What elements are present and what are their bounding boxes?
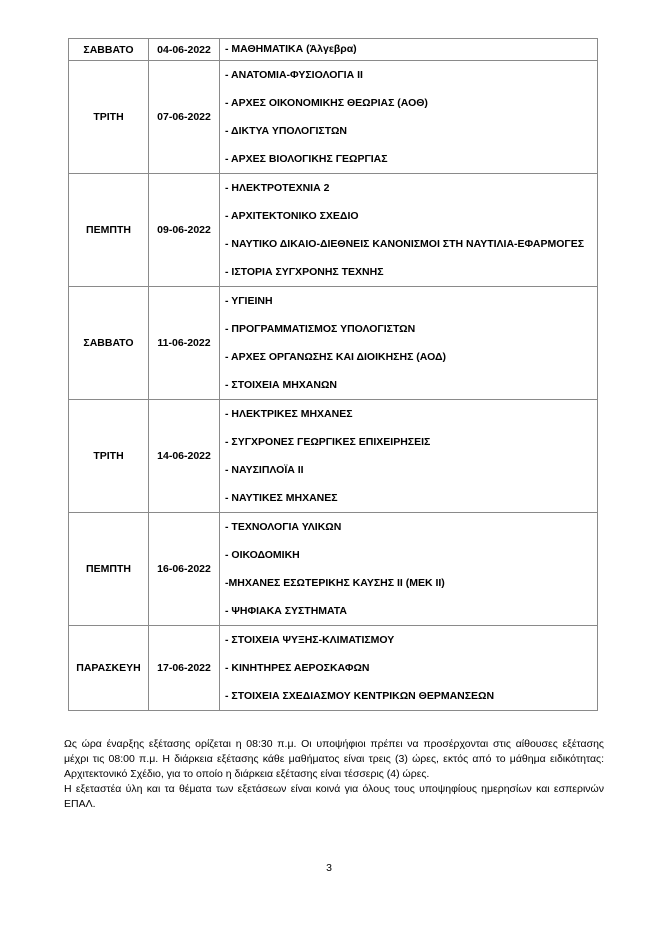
schedule-row [69, 174, 598, 287]
exam-schedule-table [68, 38, 598, 711]
exam-subject: - ΥΓΙΕΙΝΗ [225, 294, 273, 307]
exam-date: 17-06-2022 [149, 626, 220, 711]
page-number: 3 [326, 862, 332, 874]
exam-subject: - ΤΕΧΝΟΛΟΓΙΑ ΥΛΙΚΩΝ [225, 520, 342, 533]
exam-day: ΠΑΡΑΣΚΕΥΗ [69, 626, 149, 711]
exam-subject: - ΟΙΚΟΔΟΜΙΚΗ [225, 548, 300, 561]
schedule-row [69, 626, 598, 711]
exam-date: 14-06-2022 [149, 400, 220, 513]
exam-subject: - ΨΗΦΙΑΚΑ ΣΥΣΤΗΜΑΤΑ [225, 604, 347, 617]
exam-subject: - ΙΣΤΟΡΙΑ ΣΥΓΧΡΟΝΗΣ ΤΕΧΝΗΣ [225, 265, 384, 278]
exam-subject: - ΝΑΥΣΙΠΛΟΪΑ ΙΙ [225, 463, 304, 476]
exam-date: 11-06-2022 [149, 287, 220, 400]
exam-subjects [220, 400, 598, 513]
notes-paragraph-2: Η εξεταστέα ύλη και τα θέματα των εξετάσεων είναι κοινά για όλους τους υποψηφίους ημερησίων και εσπερινών ΕΠΑΛ. [64, 783, 604, 810]
exam-subjects [220, 626, 598, 711]
exam-subject: - ΠΡΟΓΡΑΜΜΑΤΙΣΜΟΣ ΥΠΟΛΟΓΙΣΤΩΝ [225, 322, 416, 335]
schedule-row [69, 61, 598, 174]
exam-schedule-body [69, 39, 598, 711]
schedule-row [69, 400, 598, 513]
exam-day: ΤΡΙΤΗ [69, 400, 149, 513]
exam-subject: - ΣΥΓΧΡΟΝΕΣ ΓΕΩΡΓΙΚΕΣ ΕΠΙΧΕΙΡΗΣΕΙΣ [225, 435, 431, 448]
schedule-row [69, 287, 598, 400]
exam-subject: - ΣΤΟΙΧΕΙΑ ΣΧΕΔΙΑΣΜΟΥ ΚΕΝΤΡΙΚΩΝ ΘΕΡΜΑΝΣΕΩΝ [225, 689, 495, 702]
exam-subject: - ΣΤΟΙΧΕΙΑ ΨΥΞΗΣ-ΚΛΙΜΑΤΙΣΜΟΥ [225, 633, 395, 646]
notes-paragraph-1: Ως ώρα έναρξης εξέτασης ορίζεται η 08:30 π.μ. Οι υποψήφιοι πρέπει να προσέρχονται στις αίθουσες εξέτασης μέχρι τις 08:00 π.μ. Η διάρκεια εξέτασης κάθε μαθήματος είναι τρεις (3) ώρες, εκτός από το μάθημα ειδικότητας: Αρχιτεκτονικό Σχέδιο, για το οποίο η διάρκεια εξέτασης είναι τέσσερις (4) ώρες. [64, 738, 604, 780]
exam-day: ΣΑΒΒΑΤΟ [69, 287, 149, 400]
exam-notes [64, 737, 604, 812]
exam-subject: - ΚΙΝΗΤΗΡΕΣ ΑΕΡΟΣΚΑΦΩΝ [225, 661, 370, 674]
schedule-row [69, 39, 598, 61]
exam-day: ΠΕΜΠΤΗ [69, 174, 149, 287]
exam-subject: - ΣΤΟΙΧΕΙΑ ΜΗΧΑΝΩΝ [225, 378, 337, 391]
exam-subjects [220, 39, 598, 61]
exam-subject: - ΑΡΧΕΣ ΟΙΚΟΝΟΜΙΚΗΣ ΘΕΩΡΙΑΣ (ΑΟΘ) [225, 96, 428, 109]
exam-day: ΣΑΒΒΑΤΟ [69, 39, 149, 61]
exam-subject: - ΜΑΘΗΜΑΤΙΚΑ (Άλγεβρα) [225, 43, 357, 55]
exam-subject: - ΑΝΑΤΟΜΙΑ-ΦΥΣΙΟΛΟΓΙΑ ΙΙ [225, 68, 363, 81]
exam-subject: - ΑΡΧΕΣ ΟΡΓΑΝΩΣΗΣ ΚΑΙ ΔΙΟΙΚΗΣΗΣ (ΑΟΔ) [225, 350, 447, 363]
exam-subjects [220, 61, 598, 174]
exam-day: ΤΡΙΤΗ [69, 61, 149, 174]
exam-subject: - ΝΑΥΤΙΚΕΣ ΜΗΧΑΝΕΣ [225, 491, 338, 504]
exam-date: 07-06-2022 [149, 61, 220, 174]
exam-subject: - ΗΛΕΚΤΡΙΚΕΣ ΜΗΧΑΝΕΣ [225, 407, 353, 420]
exam-subjects [220, 513, 598, 626]
exam-date: 09-06-2022 [149, 174, 220, 287]
exam-subject: - ΑΡΧΕΣ ΒΙΟΛΟΓΙΚΗΣ ΓΕΩΡΓΙΑΣ [225, 152, 388, 165]
exam-subject: - ΗΛΕΚΤΡΟΤΕΧΝΙΑ 2 [225, 181, 330, 194]
schedule-row [69, 513, 598, 626]
exam-subjects [220, 174, 598, 287]
exam-subject: - ΑΡΧΙΤΕΚΤΟΝΙΚΟ ΣΧΕΔΙΟ [225, 209, 359, 222]
exam-subject: - ΔΙΚΤΥΑ ΥΠΟΛΟΓΙΣΤΩΝ [225, 124, 347, 137]
exam-subject: -ΜΗΧΑΝΕΣ ΕΣΩΤΕΡΙΚΗΣ ΚΑΥΣΗΣ ΙΙ (ΜΕΚ ΙΙ) [225, 576, 445, 589]
exam-date: 16-06-2022 [149, 513, 220, 626]
exam-subject: - ΝΑΥΤΙΚΟ ΔΙΚΑΙΟ-ΔΙΕΘΝΕΙΣ ΚΑΝΟΝΙΣΜΟΙ ΣΤΗ ΝΑΥΤΙΛΙΑ-ΕΦΑΡΜΟΓΕΣ [225, 237, 585, 250]
exam-subjects [220, 287, 598, 400]
exam-day: ΠΕΜΠΤΗ [69, 513, 149, 626]
exam-date: 04-06-2022 [149, 39, 220, 61]
